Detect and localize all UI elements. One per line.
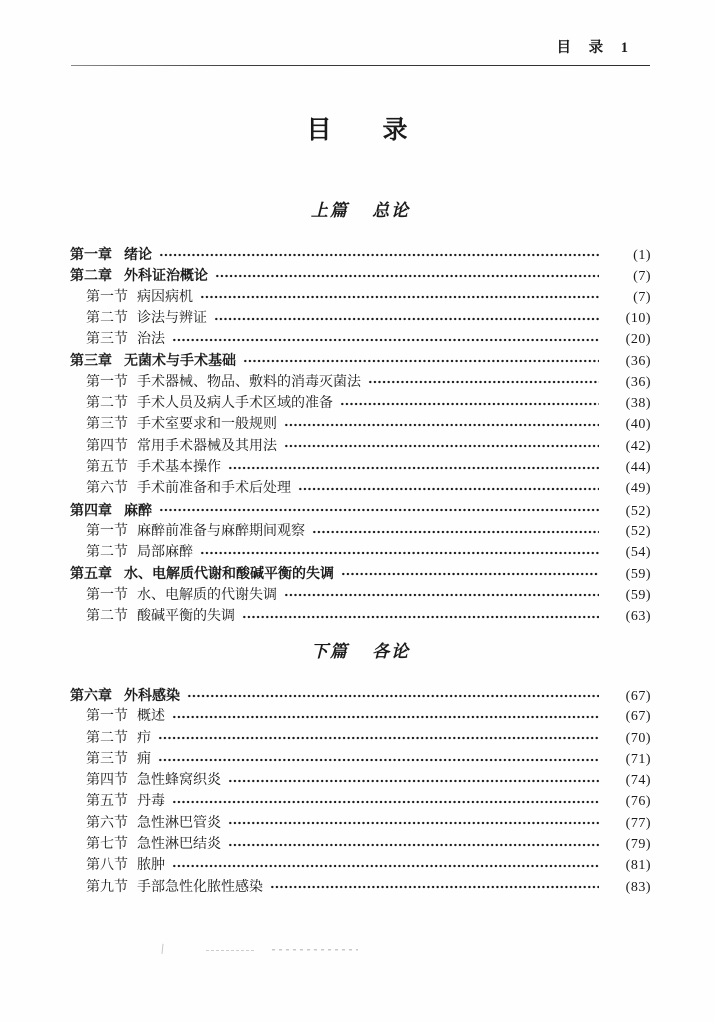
- entry-page-number: (83): [625, 879, 651, 895]
- dot-leader: [228, 816, 599, 830]
- toc-row: [70, 244, 651, 265]
- entry-title: 手术人员及病人手术区域的准备: [137, 396, 333, 412]
- entry-title: 外科证治概论: [124, 267, 208, 284]
- entry-label: 第二节: [86, 545, 128, 561]
- entry-page-number: (79): [625, 837, 651, 853]
- dot-leader: [172, 333, 599, 347]
- dot-leader: [159, 248, 599, 262]
- dot-leader: [200, 546, 599, 560]
- dot-leader: [242, 610, 599, 624]
- dot-leader: [284, 418, 599, 432]
- entry-title: 脓肿: [137, 858, 165, 874]
- entry-label: 第一节: [86, 523, 128, 539]
- dot-leader: [284, 439, 599, 453]
- entry-label: 第三节: [86, 332, 128, 348]
- entry-label: 第六节: [86, 481, 128, 497]
- entry-title: 绪论: [124, 246, 152, 262]
- entry-page-number: (59): [625, 587, 651, 603]
- entry-title: 局部麻醉: [137, 545, 193, 561]
- pencil-mark: [272, 947, 358, 952]
- toc-row: [70, 457, 651, 478]
- running-head: 目 录 1: [556, 40, 629, 56]
- entry-label: 第四章: [70, 501, 112, 518]
- dot-leader: [214, 312, 599, 326]
- entry-page-number: (42): [625, 438, 651, 454]
- toc-row: [70, 500, 651, 521]
- entry-page-number: (1): [633, 248, 651, 263]
- entry-label: 第二节: [86, 310, 128, 326]
- dot-leader: [298, 482, 599, 496]
- part-heading: 下篇 各论: [310, 642, 411, 661]
- entry-title: 水、电解质代谢和酸碱平衡的失调: [124, 565, 334, 582]
- toc-row: [70, 265, 651, 286]
- toc-row: [70, 393, 651, 414]
- toc-row: [70, 855, 651, 876]
- entry-label: 第一节: [86, 709, 128, 725]
- dot-leader: [172, 795, 599, 809]
- dot-leader: [368, 375, 599, 389]
- entry-page-number: (71): [625, 751, 651, 767]
- dot-leader: [172, 859, 599, 873]
- dot-leader: [158, 731, 599, 745]
- entry-title: 手术器械、物品、敷料的消毒灭菌法: [137, 374, 361, 390]
- dot-leader: [228, 774, 599, 788]
- entry-page-number: (20): [625, 332, 651, 348]
- toc-row: [70, 521, 651, 542]
- dot-leader: [215, 269, 599, 283]
- entry-label: 第三节: [86, 751, 128, 767]
- toc-row: [70, 287, 651, 308]
- entry-title: 诊法与辨证: [137, 310, 207, 326]
- entry-page-number: (36): [625, 374, 651, 390]
- toc-row: [70, 749, 651, 770]
- entry-title: 酸碱平衡的失调: [137, 609, 235, 625]
- entry-label: 第九节: [86, 879, 128, 895]
- toc-row: [70, 813, 651, 834]
- dot-leader: [187, 689, 599, 703]
- entry-title: 急性淋巴结炎: [137, 837, 221, 853]
- pencil-mark: [161, 944, 167, 954]
- entry-page-number: (81): [625, 858, 651, 874]
- page-title: 目 录: [306, 116, 409, 144]
- entry-label: 第六章: [70, 687, 112, 703]
- toc-row: [70, 706, 651, 727]
- entry-label: 第八节: [86, 858, 128, 874]
- toc-row: [70, 770, 651, 791]
- entry-label: 第一节: [86, 289, 128, 305]
- toc-row: [70, 350, 651, 371]
- entry-label: 第五章: [70, 565, 112, 582]
- toc-row: [70, 308, 651, 329]
- toc-row: [70, 791, 651, 812]
- toc-row: [70, 478, 651, 499]
- toc-row: [70, 563, 651, 584]
- entry-title: 外科感染: [124, 687, 180, 703]
- entry-page-number: (36): [625, 354, 651, 370]
- dot-leader: [341, 567, 599, 581]
- entry-page-number: (10): [625, 310, 651, 326]
- entry-title: 水、电解质的代谢失调: [137, 587, 277, 603]
- toc-row: [70, 414, 651, 435]
- dot-leader: [200, 290, 599, 304]
- entry-label: 第二节: [86, 609, 128, 625]
- dot-leader: [158, 753, 599, 767]
- entry-title: 手部急性化脓性感染: [137, 879, 263, 895]
- entry-title: 麻醉前准备与麻醉期间观察: [137, 523, 305, 539]
- entry-label: 第二节: [86, 396, 128, 412]
- entry-page-number: (76): [625, 794, 651, 810]
- entry-page-number: (77): [625, 815, 651, 831]
- toc-row: [70, 834, 651, 855]
- toc-row: [70, 728, 651, 749]
- entry-page-number: (63): [625, 609, 651, 625]
- dot-leader: [243, 354, 599, 368]
- entry-page-number: (67): [625, 689, 651, 704]
- entry-label: 第一节: [86, 374, 128, 390]
- entry-label: 第五节: [86, 794, 128, 810]
- dot-leader: [228, 838, 599, 852]
- entry-page-number: (67): [625, 709, 651, 725]
- entry-page-number: (74): [625, 773, 651, 789]
- dot-leader: [172, 710, 599, 724]
- toc-row: [70, 329, 651, 350]
- entry-label: 第七节: [86, 837, 128, 853]
- entry-title: 痈: [137, 751, 151, 767]
- toc-row: [70, 436, 651, 457]
- entry-title: 急性淋巴管炎: [137, 815, 221, 831]
- entry-page-number: (70): [625, 730, 651, 746]
- entry-title: 麻醉: [124, 501, 152, 518]
- entry-title: 手术室要求和一般规则: [137, 417, 277, 433]
- dot-leader: [270, 880, 599, 894]
- entry-title: 病因病机: [137, 289, 193, 305]
- entry-page-number: (44): [625, 459, 651, 475]
- entry-label: 第二节: [86, 730, 128, 746]
- entry-label: 第四节: [86, 773, 128, 789]
- entry-label: 第二章: [70, 267, 112, 284]
- entry-title: 无菌术与手术基础: [124, 352, 236, 369]
- running-head-rule: [71, 65, 650, 66]
- part-heading: 上篇 总论: [310, 201, 411, 220]
- entry-page-number: (59): [625, 567, 651, 583]
- entry-title: 丹毒: [137, 794, 165, 810]
- entry-label: 第三章: [70, 352, 112, 369]
- entry-label: 第六节: [86, 815, 128, 831]
- pencil-mark: [206, 950, 254, 951]
- dot-leader: [284, 588, 599, 602]
- toc-row: [70, 606, 651, 627]
- toc-row: [70, 372, 651, 393]
- dot-leader: [340, 397, 599, 411]
- entry-title: 常用手术器械及其用法: [137, 438, 277, 454]
- entry-page-number: (49): [625, 481, 651, 497]
- entry-title: 概述: [137, 709, 165, 725]
- toc-row: [70, 542, 651, 563]
- entry-page-number: (7): [633, 269, 651, 285]
- entry-title: 疖: [137, 730, 151, 746]
- dot-leader: [228, 461, 599, 475]
- entry-page-number: (52): [625, 523, 651, 539]
- entry-label: 第一章: [70, 246, 112, 262]
- entry-title: 急性蜂窝织炎: [137, 773, 221, 789]
- toc-part: [70, 196, 651, 627]
- entry-label: 第三节: [86, 417, 128, 433]
- toc-part: [70, 637, 651, 898]
- entry-label: 第一节: [86, 587, 128, 603]
- entry-title: 治法: [137, 332, 165, 348]
- dot-leader: [159, 503, 599, 517]
- entry-page-number: (54): [625, 545, 651, 561]
- entry-title: 手术基本操作: [137, 459, 221, 475]
- entry-label: 第四节: [86, 438, 128, 454]
- toc-row: [70, 685, 651, 706]
- entry-page-number: (7): [633, 289, 651, 305]
- entry-page-number: (52): [625, 503, 651, 519]
- entry-label: 第五节: [86, 459, 128, 475]
- dot-leader: [312, 525, 599, 539]
- entry-title: 手术前准备和手术后处理: [137, 481, 291, 497]
- entry-page-number: (40): [625, 417, 651, 433]
- toc-row: [70, 877, 651, 898]
- entry-page-number: (38): [625, 396, 651, 412]
- toc-row: [70, 585, 651, 606]
